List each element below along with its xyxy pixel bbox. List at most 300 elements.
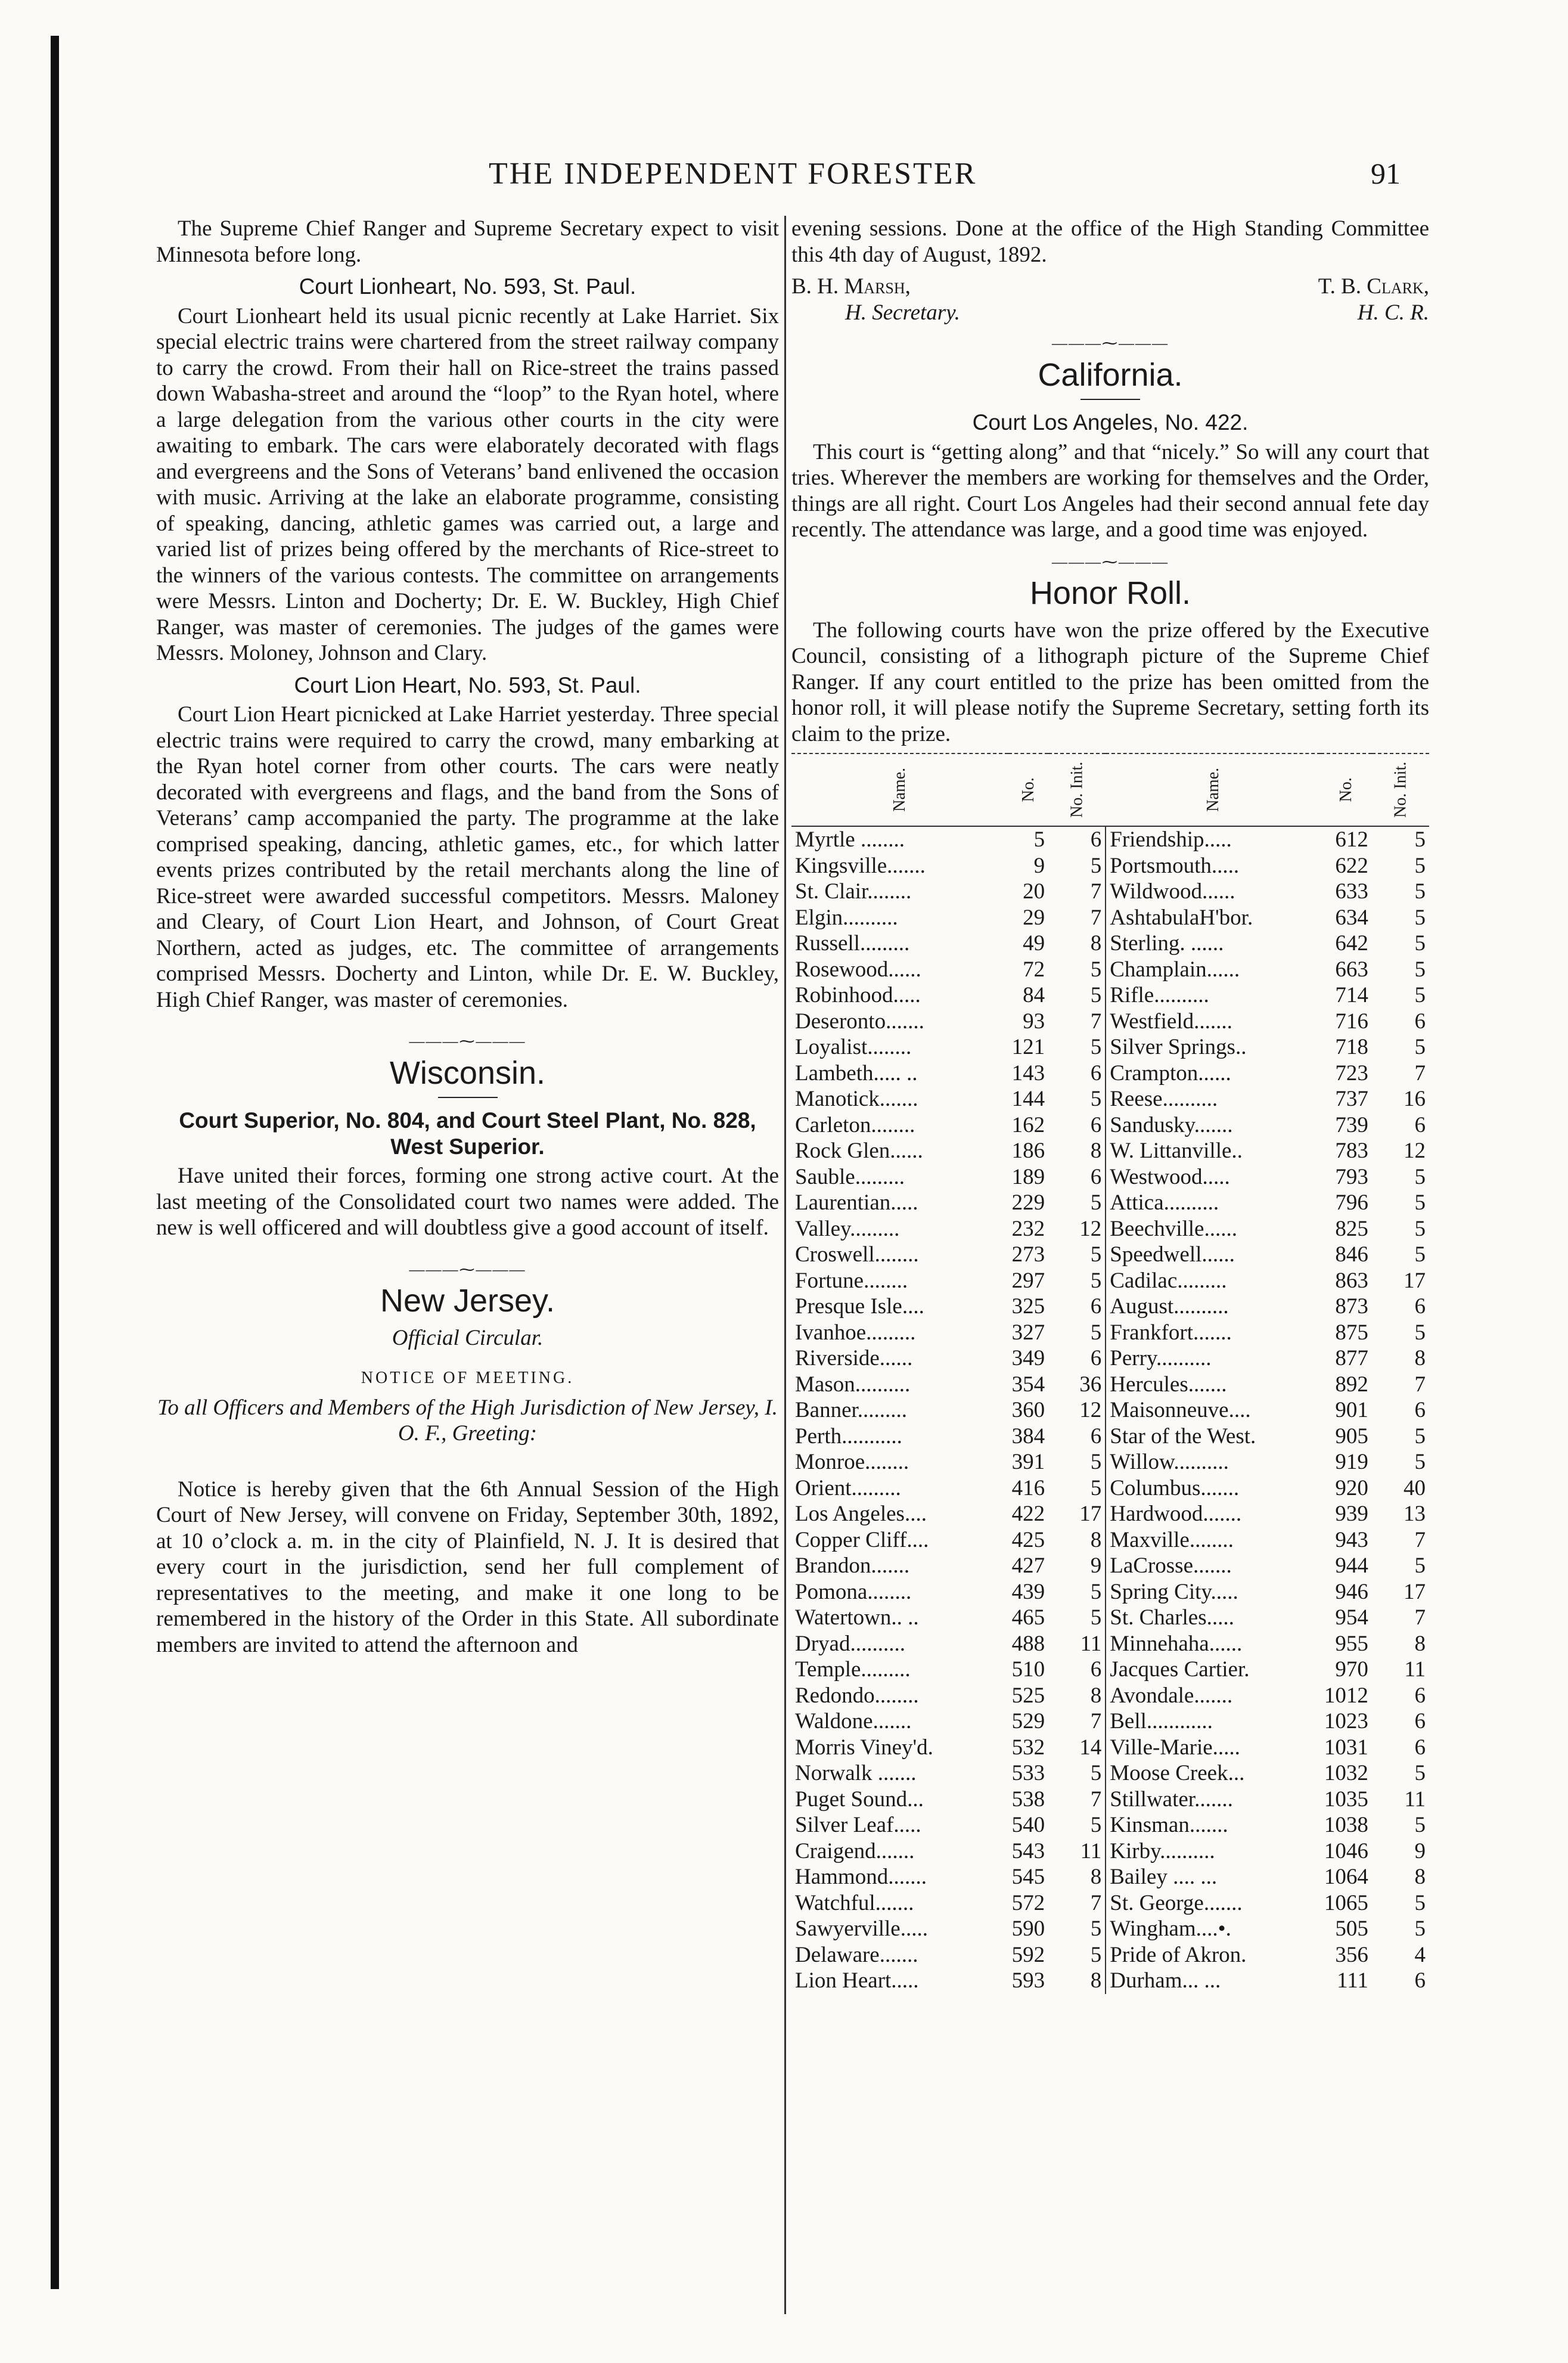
table-row [791, 1760, 1429, 1787]
court-name: Hardwood....... [1110, 1502, 1242, 1526]
court-initiations: 8 [1048, 1968, 1106, 1994]
court-initiations: 7 [1414, 1527, 1426, 1552]
court-initiations: 8 [1414, 1346, 1426, 1370]
court-name: Lambeth..... .. [795, 1060, 918, 1086]
court-number: 955 [1335, 1631, 1368, 1656]
court-initiations: 17 [1404, 1579, 1426, 1604]
court-number: 439 [1011, 1579, 1045, 1604]
court-initiations: 6 [1048, 1294, 1106, 1320]
table-row [791, 1812, 1429, 1838]
court-name: Columbus....... [1110, 1475, 1240, 1500]
court-lion-heart-text: Court Lion Heart picnicked at Lake Harriet yesterday. Three special electric trains were required to carry the crowd, many embarking at the Ryan hotel corner from other courts. The cars were neatly decorated with evergreens and flags, and the band from the Sons of Veterans’ camp accompanied the party. The programme at the lake comprised speaking, dancing, athletic games, etc., for which latter events prizes contributed by the retail merchants along the line of Rice-street were awarded successful competitors. Messrs. Maloney and Cleary, of Court Lion Heart, and Johnson, of Court Great Northern, acted as judges, etc. The committee of arrangements comprised Messrs. Docherty and Linton, while Dr. E. W. Buckley, High Chief Ranger, was master of ceremonies. [156, 702, 779, 1012]
court-name: St. Clair........ [795, 879, 912, 904]
court-name: Delaware....... [795, 1942, 918, 1967]
court-initiations: 7 [1048, 1009, 1106, 1035]
court-number: 970 [1335, 1657, 1368, 1682]
court-name: Sawyerville..... [795, 1917, 928, 1941]
court-number: 384 [1011, 1424, 1045, 1449]
court-name: Copper Cliff.... [795, 1527, 929, 1552]
court-number: 186 [1011, 1139, 1045, 1163]
court-initiations: 5 [1414, 1890, 1426, 1915]
court-initiations: 5 [1414, 853, 1426, 878]
court-number: 825 [1335, 1216, 1368, 1241]
court-number: 593 [1011, 1968, 1045, 1993]
court-initiations: 7 [1414, 1060, 1426, 1086]
table-row [791, 1060, 1429, 1087]
court-number: 9 [1033, 853, 1045, 878]
table-row [791, 1475, 1429, 1502]
court-number: 634 [1335, 905, 1368, 930]
court-number: 121 [1011, 1035, 1045, 1059]
court-number: 1046 [1324, 1838, 1368, 1863]
court-initiations: 8 [1048, 1527, 1106, 1553]
court-initiations: 5 [1048, 1190, 1106, 1216]
court-name: Ville-Marie..... [1110, 1735, 1240, 1760]
court-number: 422 [1011, 1502, 1045, 1526]
court-number: 1032 [1324, 1761, 1368, 1785]
court-initiations: 14 [1048, 1735, 1106, 1761]
table-row [791, 826, 1429, 853]
court-number: 360 [1011, 1398, 1045, 1422]
court-name: Friendship..... [1110, 827, 1232, 852]
court-initiations: 5 [1414, 983, 1426, 1007]
court-initiations: 6 [1048, 1060, 1106, 1087]
page-number: 91 [1371, 157, 1401, 190]
court-number: 505 [1335, 1917, 1368, 1941]
table-row [791, 905, 1429, 931]
court-name: Brandon....... [795, 1553, 910, 1578]
court-lionheart-text: Court Lionheart held its usual picnic recently at Lake Harriet. Six special electric trains were chartered from the street railway company to carry the crowd. From their hall on Rice-street the trains passed down Wabasha-street and around the “loop” to the Ryan hotel, where a large delegation from the various other courts in the city were awaiting to embark. The cars were elaborately decorated with flags and evergreens and the Sons of Veterans’ band enlivened the occasion with music. Arriving at the lake an elaborate programme, consisting of speaking, dancing, athletic games was carried out, a large and varied list of prizes being offered by the merchants of Rice-street to the winners of the various contests. The committee on arrangements were Messrs. Linton and Docherty; Dr. E. W. Buckley, High Chief Ranger, was master of ceremonies. The judges of the games were Messrs. Moloney, Johnson and Clary. [156, 303, 779, 665]
court-initiations: 6 [1414, 1009, 1426, 1034]
court-initiations: 17 [1048, 1501, 1106, 1527]
table-row [791, 1631, 1429, 1657]
court-number: 532 [1011, 1735, 1045, 1760]
court-number: 793 [1335, 1164, 1368, 1189]
court-initiations: 5 [1048, 1942, 1106, 1968]
court-initiations: 36 [1048, 1372, 1106, 1398]
court-initiations: 6 [1414, 1398, 1426, 1422]
table-row [791, 1242, 1429, 1268]
court-number: 465 [1011, 1605, 1045, 1630]
court-name: Star of the West. [1110, 1424, 1256, 1449]
court-name: Riverside...... [795, 1346, 913, 1370]
court-initiations: 40 [1404, 1475, 1426, 1500]
court-number: 873 [1335, 1294, 1368, 1319]
table-row [791, 879, 1429, 905]
california-heading: California. [1038, 356, 1183, 393]
court-number: 1031 [1324, 1735, 1368, 1760]
table-row [791, 1838, 1429, 1865]
section-ornament: ———⁓——— [1052, 334, 1169, 352]
court-number: 543 [1011, 1838, 1045, 1863]
court-initiations: 11 [1404, 1657, 1426, 1682]
court-name: Attica.......... [1110, 1190, 1219, 1215]
table-row [791, 1449, 1429, 1475]
court-initiations: 6 [1414, 1294, 1426, 1319]
court-initiations: 5 [1414, 879, 1426, 904]
court-number: 590 [1011, 1917, 1045, 1941]
court-initiations: 8 [1048, 1683, 1106, 1709]
court-initiations: 6 [1048, 1657, 1106, 1683]
table-row [791, 1683, 1429, 1709]
court-initiations: 7 [1048, 879, 1106, 905]
court-number: 232 [1011, 1216, 1045, 1241]
court-number: 863 [1335, 1268, 1368, 1293]
court-name: Willow.......... [1110, 1450, 1229, 1474]
signature-right-name: T. B. Clark, [1318, 274, 1429, 299]
table-row [791, 1916, 1429, 1942]
court-initiations: 12 [1048, 1397, 1106, 1424]
column-header: No. [1019, 777, 1038, 802]
court-initiations: 6 [1414, 1709, 1426, 1734]
court-number: 796 [1335, 1190, 1368, 1215]
court-number: 716 [1335, 1009, 1368, 1034]
table-row [791, 853, 1429, 879]
court-initiations: 5 [1414, 1917, 1426, 1941]
court-number: 20 [1023, 879, 1045, 904]
table-row [791, 1164, 1429, 1190]
court-name: Watchful....... [795, 1890, 914, 1915]
court-number: 5 [1033, 827, 1045, 852]
court-initiations: 5 [1414, 1035, 1426, 1059]
court-name: Silver Springs.. [1110, 1035, 1247, 1059]
court-name: Westwood..... [1110, 1164, 1230, 1189]
court-name: Waldone....... [795, 1709, 912, 1734]
table-row [791, 1605, 1429, 1631]
court-number: 529 [1011, 1709, 1045, 1734]
court-name: Manotick....... [795, 1087, 918, 1111]
table-row [791, 1112, 1429, 1139]
section-ornament: ———⁓——— [409, 1260, 526, 1278]
nj-address: To all Officers and Members of the High Jurisdiction of New Jersey, I. O. F., Greeting: [157, 1395, 778, 1446]
court-name: August.......... [1110, 1294, 1229, 1319]
court-name: Frankfort....... [1110, 1320, 1232, 1345]
court-initiations: 6 [1048, 826, 1106, 853]
table-row [791, 982, 1429, 1009]
court-initiations: 7 [1048, 1708, 1106, 1735]
court-number: 663 [1335, 957, 1368, 982]
court-name: Puget Sound... [795, 1787, 924, 1812]
court-number: 875 [1335, 1320, 1368, 1345]
court-name: Spring City..... [1110, 1579, 1238, 1604]
court-name: Bell............ [1110, 1709, 1213, 1734]
signature-left-name: B. H. Marsh, [791, 274, 911, 299]
court-name: LaCrosse....... [1110, 1553, 1232, 1578]
court-name: Presque Isle.... [795, 1294, 924, 1319]
court-initiations: 6 [1048, 1345, 1106, 1372]
court-number: 592 [1011, 1942, 1045, 1967]
table-row [791, 1527, 1429, 1553]
table-row [791, 1034, 1429, 1060]
court-name: Champlain...... [1110, 957, 1240, 982]
column-header: Name. [1203, 768, 1222, 812]
court-number: 488 [1011, 1631, 1045, 1656]
court-number: 739 [1335, 1112, 1368, 1137]
court-name: Valley......... [795, 1216, 900, 1241]
court-name: Westfield....... [1110, 1009, 1232, 1034]
court-number: 356 [1335, 1942, 1368, 1967]
divider [438, 1097, 498, 1098]
court-number: 538 [1011, 1787, 1045, 1812]
court-initiations: 12 [1404, 1139, 1426, 1163]
court-name: Temple......... [795, 1657, 911, 1682]
court-number: 427 [1011, 1553, 1045, 1578]
court-number: 714 [1335, 983, 1368, 1007]
court-name: Speedwell...... [1110, 1242, 1235, 1267]
notice-title: NOTICE OF MEETING. [361, 1369, 575, 1387]
court-number: 143 [1011, 1060, 1045, 1086]
court-initiations: 5 [1414, 931, 1426, 956]
court-initiations: 11 [1404, 1787, 1426, 1812]
court-name: St. Charles..... [1110, 1605, 1234, 1630]
court-number: 939 [1335, 1502, 1368, 1526]
court-initiations: 5 [1414, 827, 1426, 852]
court-initiations: 5 [1414, 1450, 1426, 1474]
court-initiations: 5 [1414, 1190, 1426, 1215]
table-row [791, 1424, 1429, 1450]
california-text: This court is “getting along” and that “nicely.” So will any court that tries. Wherever the members are working for themselves and the Order, things are all right. Court Los Angeles had their second annual fete day recently. The attendance was large, and a good time was enjoyed. [791, 439, 1429, 542]
court-name: Rifle.......... [1110, 983, 1209, 1007]
court-number: 273 [1011, 1242, 1045, 1267]
court-name: Stillwater....... [1110, 1787, 1233, 1812]
table-row [791, 1345, 1429, 1372]
court-name: Maisonneuve.... [1110, 1398, 1251, 1422]
left-column [156, 216, 779, 1664]
court-name: Jacques Cartier. [1110, 1657, 1250, 1682]
column-header: No. Init. [1391, 761, 1410, 818]
court-initiations: 7 [1048, 1890, 1106, 1917]
honor-roll-table [791, 753, 1429, 1994]
court-name: Kingsville....... [795, 853, 926, 878]
court-initiations: 5 [1414, 1813, 1426, 1837]
court-name: Croswell........ [795, 1242, 919, 1267]
left-margin-rule [51, 36, 59, 2289]
court-number: 545 [1011, 1865, 1045, 1889]
court-initiations: 5 [1048, 1268, 1106, 1294]
table-row [791, 1890, 1429, 1917]
court-number: 510 [1011, 1657, 1045, 1682]
court-initiations: 6 [1414, 1735, 1426, 1760]
wisconsin-text: Have united their forces, forming one strong active court. At the last meeting of the Consolidated court two names were added. The new is well officered and will doubtless give a good account of itself. [156, 1164, 779, 1240]
wisconsin-heading: Wisconsin. [389, 1055, 546, 1091]
court-number: 533 [1011, 1761, 1045, 1785]
court-number: 416 [1011, 1475, 1045, 1500]
table-row [791, 1579, 1429, 1605]
court-name: Robinhood..... [795, 983, 921, 1007]
court-initiations: 7 [1414, 1372, 1426, 1397]
court-number: 297 [1011, 1268, 1045, 1293]
court-number: 1023 [1324, 1709, 1368, 1734]
court-initiations: 7 [1048, 905, 1106, 931]
signature-left-title: H. Secretary. [845, 300, 960, 325]
court-name: Myrtle ........ [795, 827, 905, 852]
court-initiations: 5 [1414, 1320, 1426, 1345]
signatures [791, 274, 1429, 325]
table-row [791, 1294, 1429, 1320]
court-initiations: 6 [1048, 1164, 1106, 1190]
court-number: 892 [1335, 1372, 1368, 1397]
nj-notice-continued: evening sessions. Done at the office of the High Standing Committee this 4th day of August, 1892. [791, 216, 1429, 267]
court-number: 84 [1023, 983, 1045, 1007]
court-initiations: 6 [1414, 1968, 1426, 1993]
court-initiations: 5 [1048, 1242, 1106, 1268]
court-number: 572 [1011, 1890, 1045, 1915]
court-number: 229 [1011, 1190, 1045, 1215]
court-name: St. George....... [1110, 1890, 1243, 1915]
table-row [791, 1657, 1429, 1683]
court-lionheart-heading: Court Lionheart, No. 593, St. Paul. [299, 274, 636, 299]
court-initiations: 7 [1048, 1787, 1106, 1813]
court-number: 943 [1335, 1527, 1368, 1552]
court-name: Perth........... [795, 1424, 902, 1449]
intro-paragraph: The Supreme Chief Ranger and Supreme Secretary expect to visit Minnesota before long. [156, 216, 779, 267]
signature-right-title: H. C. R. [1357, 300, 1429, 325]
court-name: Wildwood...... [1110, 879, 1235, 904]
court-name: Pomona........ [795, 1579, 912, 1604]
court-initiations: 5 [1048, 1916, 1106, 1942]
column-header: No. Init. [1067, 761, 1086, 818]
court-number: 723 [1335, 1060, 1368, 1086]
court-number: 425 [1011, 1527, 1045, 1552]
court-number: 72 [1023, 957, 1045, 982]
honor-roll-body [791, 826, 1429, 1994]
column-header: No. [1337, 777, 1356, 802]
court-number: 954 [1335, 1605, 1368, 1630]
court-name: Orient......... [795, 1475, 901, 1500]
court-initiations: 6 [1414, 1112, 1426, 1137]
table-row [791, 1942, 1429, 1968]
court-initiations: 5 [1048, 1579, 1106, 1605]
court-initiations: 5 [1048, 982, 1106, 1009]
court-number: 737 [1335, 1087, 1368, 1111]
section-ornament: ———⁓——— [409, 1032, 526, 1050]
court-initiations: 5 [1048, 1034, 1106, 1060]
court-number: 1012 [1324, 1683, 1368, 1708]
court-number: 846 [1335, 1242, 1368, 1267]
court-number: 718 [1335, 1035, 1368, 1059]
table-row [791, 1968, 1429, 1994]
court-name: Ivanhoe......... [795, 1320, 916, 1345]
court-initiations: 5 [1414, 957, 1426, 982]
court-name: Beechville...... [1110, 1216, 1237, 1241]
court-number: 540 [1011, 1813, 1045, 1837]
court-name: Deseronto....... [795, 1009, 924, 1034]
court-initiations: 8 [1048, 1864, 1106, 1890]
column-header: Name. [890, 768, 909, 812]
court-initiations: 5 [1048, 1812, 1106, 1838]
court-initiations: 16 [1404, 1087, 1426, 1111]
court-initiations: 5 [1048, 957, 1106, 983]
running-title: THE INDEPENDENT FORESTER [489, 157, 977, 191]
court-initiations: 5 [1048, 1760, 1106, 1787]
court-name: Loyalist........ [795, 1035, 912, 1059]
section-ornament: ———⁓——— [1052, 553, 1169, 570]
court-number: 144 [1011, 1087, 1045, 1111]
table-row [791, 1086, 1429, 1112]
court-number: 642 [1335, 931, 1368, 956]
official-circular: Official Circular. [392, 1325, 544, 1350]
court-number: 633 [1335, 879, 1368, 904]
court-name: Redondo........ [795, 1683, 919, 1708]
court-number: 877 [1335, 1346, 1368, 1370]
court-name: Russell......... [795, 931, 910, 956]
court-name: Craigend....... [795, 1838, 915, 1863]
court-name: Rock Glen...... [795, 1139, 923, 1163]
court-number: 354 [1011, 1372, 1045, 1397]
court-name: Mason.......... [795, 1372, 911, 1397]
court-initiations: 5 [1048, 1475, 1106, 1502]
honor-roll-heading: Honor Roll. [1029, 575, 1191, 611]
court-initiations: 5 [1048, 853, 1106, 879]
court-name: Minnehaha...... [1110, 1631, 1243, 1656]
court-name: Kinsman....... [1110, 1813, 1228, 1837]
court-initiations: 5 [1048, 1086, 1106, 1112]
court-initiations: 11 [1048, 1631, 1106, 1657]
court-name: Hercules....... [1110, 1372, 1227, 1397]
table-row [791, 931, 1429, 957]
court-number: 946 [1335, 1579, 1368, 1604]
court-number: 783 [1335, 1139, 1368, 1163]
court-name: Monroe........ [795, 1450, 909, 1474]
court-initiations: 9 [1414, 1838, 1426, 1863]
court-number: 111 [1337, 1968, 1368, 1993]
court-number: 391 [1011, 1450, 1045, 1474]
court-initiations: 5 [1414, 1216, 1426, 1241]
court-number: 905 [1335, 1424, 1368, 1449]
court-number: 622 [1335, 853, 1368, 878]
divider [1080, 399, 1140, 400]
court-number: 327 [1011, 1320, 1045, 1345]
court-initiations: 8 [1048, 931, 1106, 957]
court-name: Moose Creek... [1110, 1761, 1245, 1785]
court-initiations: 11 [1048, 1838, 1106, 1865]
court-number: 1065 [1324, 1890, 1368, 1915]
court-initiations: 5 [1414, 1761, 1426, 1785]
court-initiations: 4 [1414, 1942, 1426, 1967]
court-initiations: 12 [1048, 1216, 1106, 1242]
court-initiations: 5 [1414, 1164, 1426, 1189]
court-name: Kirby.......... [1110, 1838, 1215, 1863]
court-initiations: 5 [1048, 1320, 1106, 1346]
court-name: Crampton...... [1110, 1060, 1231, 1086]
honor-roll-text: The following courts have won the prize offered by the Executive Council, consisting of a lithograph picture of the Supreme Chief Ranger. If any court entitled to the prize has been omitted from the honor roll, it will please notify the Supreme Secretary, setting forth its claim to the prize. [791, 618, 1429, 746]
nj-notice-text: Notice is hereby given that the 6th Annual Session of the High Court of New Jersey, will convene on Friday, September 30th, 1892, at 10 o’clock a. m. in the city of Plainfield, N. J. It is desired that every court in the jurisdiction, send her full complement of representatives to the meeting, and make it one long to be remembered in the history of the Order in this State. All subordinate members are invited to attend the afternoon and [156, 1477, 779, 1657]
court-name: Morris Viney'd. [795, 1735, 933, 1760]
court-name: Hammond....... [795, 1865, 927, 1889]
table-row [791, 1864, 1429, 1890]
table-row [791, 1397, 1429, 1424]
table-header-row [791, 753, 1429, 826]
court-number: 29 [1023, 905, 1045, 930]
court-number: 325 [1011, 1294, 1045, 1319]
column-divider [784, 216, 786, 2314]
court-initiations: 7 [1414, 1605, 1426, 1630]
court-name: Reese.......... [1110, 1087, 1218, 1111]
court-name: Cadilac......... [1110, 1268, 1227, 1293]
court-initiations: 17 [1404, 1268, 1426, 1293]
table-row [791, 1787, 1429, 1813]
court-name: Perry.......... [1110, 1346, 1212, 1370]
table-row [791, 1138, 1429, 1164]
court-name: Sauble......... [795, 1164, 905, 1189]
court-name: Laurentian..... [795, 1190, 918, 1215]
court-name: Avondale....... [1110, 1683, 1233, 1708]
court-name: AshtabulaH'bor. [1110, 905, 1253, 930]
table-row [791, 1320, 1429, 1346]
court-initiations: 5 [1414, 1242, 1426, 1267]
court-name: Lion Heart..... [795, 1968, 919, 1993]
court-name: Portsmouth..... [1110, 853, 1240, 878]
